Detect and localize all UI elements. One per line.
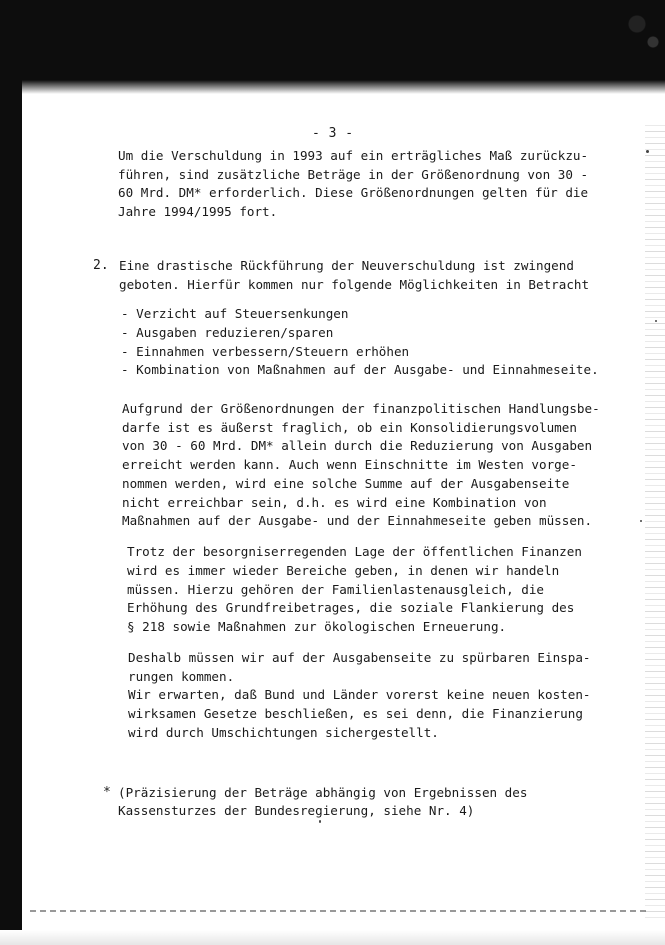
text-line: Eine drastische Rückführung der Neuverschuldung ist zwingend [119,258,574,273]
text-line: nicht erreichbar sein, d.h. es wird eine Kombination von [122,495,547,510]
text-line: (Präzisierung der Beträge abhängig von Ergebnissen des [118,785,528,800]
text-line: Erhöhung des Grundfreibetrages, die soziale Flankierung des [127,600,575,615]
list-item: - Einnahmen verbessern/Steuern erhöhen [121,344,410,359]
text-line: Maßnahmen auf der Ausgabe- und der Einnahmeseite geben müssen. [122,513,593,528]
text-line: Wir erwarten, daß Bund und Länder vorerst keine neuen kosten- [128,687,591,702]
scan-speck [655,320,657,322]
text-line: 60 Mrd. DM* erforderlich. Diese Größenordnungen gelten für die [118,185,589,200]
text-line: rungen kommen. [128,669,235,684]
page-number: - 3 - [312,126,354,141]
text-line: von 30 - 60 Mrd. DM* allein durch die Reduzierung von Ausgaben [122,438,593,453]
scan-speck [646,150,649,153]
scan-edge-bottom [30,910,650,912]
text-line: Aufgrund der Größenordnungen der finanzpolitischen Handlungsbe- [122,401,600,416]
text-line: nommen werden, wird eine solche Summe auf der Ausgabenseite [122,476,570,491]
scan-speck [640,520,642,522]
scan-speck [319,820,321,823]
scan-artifact-corner [625,0,665,60]
text-line: Um die Verschuldung in 1993 auf ein erträgliches Maß zurückzu- [118,148,589,163]
text-line: geboten. Hierfür kommen nur folgende Möglichkeiten in Betracht [119,277,590,292]
text-line: Jahre 1994/1995 fort. [118,204,278,219]
section-number: 2. [93,258,109,273]
scan-border-top [0,0,665,88]
list-item: - Kombination von Maßnahmen auf der Ausgabe- und Einnahmeseite. [121,362,599,377]
list-item: - Ausgaben reduzieren/sparen [121,325,334,340]
text-line: Kassensturzes der Bundesregierung, siehe Nr. 4) [118,803,475,818]
scan-edge-bottom-fade [0,930,665,945]
text-line: darfe ist es äußerst fraglich, ob ein Konsolidierungsvolumen [122,420,577,435]
text-line: müssen. Hierzu gehören der Familienlastenausgleich, die [127,582,545,597]
text-line: wird es immer wieder Bereiche geben, in denen wir handeln [127,563,560,578]
footnote-marker: * [103,785,111,800]
scan-noise-right [645,120,665,920]
text-line: führen, sind zusätzliche Beträge in der Größenordnung von 30 - [118,167,589,182]
list-item: - Verzicht auf Steuersenkungen [121,306,349,321]
text-line: Trotz der besorgniserregenden Lage der öffentlichen Finanzen [127,544,582,559]
text-line: Deshalb müssen wir auf der Ausgabenseite zu spürbaren Einspa- [128,650,591,665]
text-line: wird durch Umschichtungen sichergestellt. [128,725,439,740]
scan-border-left [0,0,22,945]
text-line: wirksamen Gesetze beschließen, es sei denn, die Finanzierung [128,706,583,721]
text-line: § 218 sowie Maßnahmen zur ökologischen Erneuerung. [127,619,507,634]
text-line: erreicht werden kann. Auch wenn Einschnitte im Westen vorge- [122,457,577,472]
scan-border-top-fade [0,80,665,94]
